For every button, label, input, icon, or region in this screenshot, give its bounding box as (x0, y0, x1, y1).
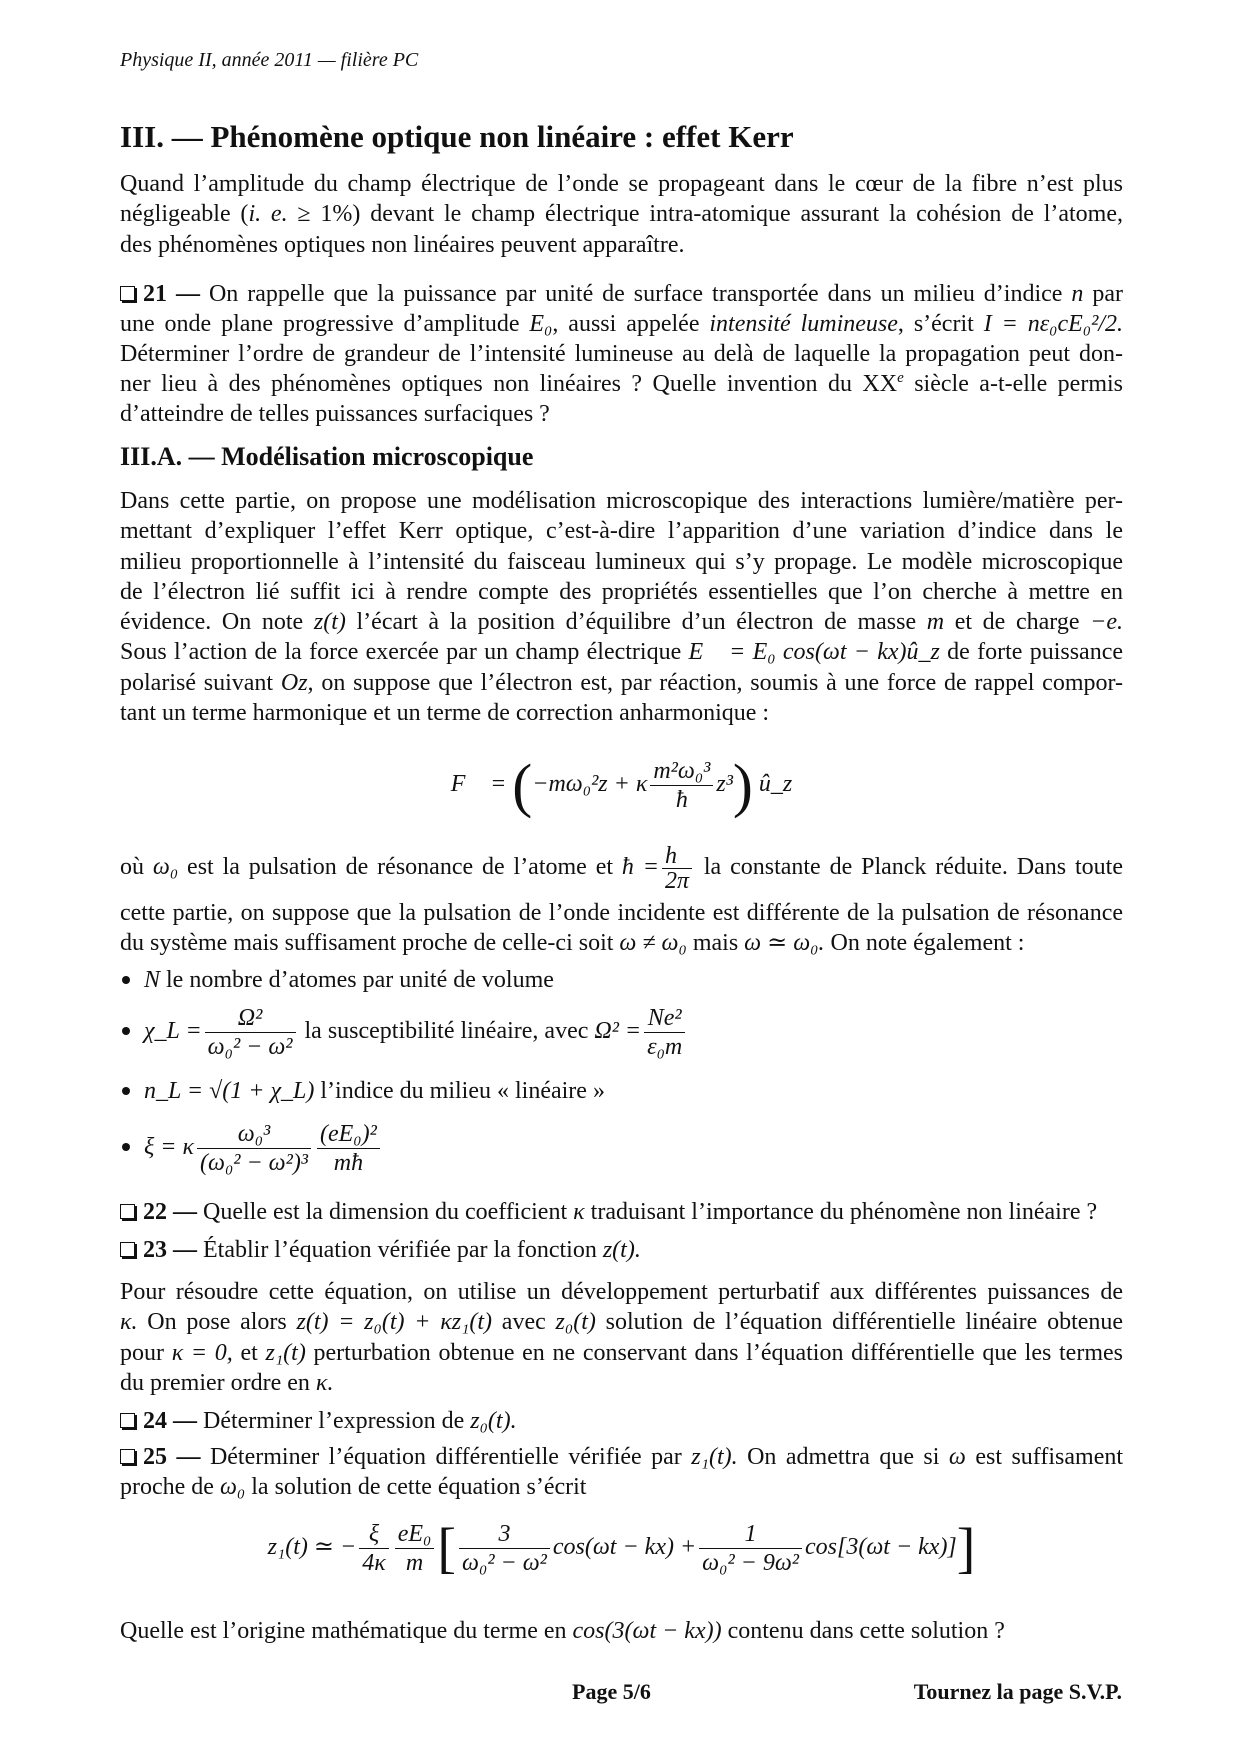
text: l’écart à la position d’équilibre d’un électron de masse (356, 609, 917, 635)
bullet-icon (122, 976, 130, 984)
math: û_z (758, 771, 793, 797)
text: i. e. (248, 201, 288, 227)
bullet-icon (122, 1027, 130, 1035)
denominator: ω₀² − 9ω² (702, 1549, 799, 1576)
text: Établir l’équation vérifiée par la fonction (203, 1237, 597, 1263)
math: cos(3(ωt − kx)) (572, 1618, 722, 1644)
text: la solution de cette équation s’écrit (251, 1474, 587, 1500)
text: on suppose que l’électron est, par réaction, soumis à une force de rappel compor- (321, 670, 1123, 696)
text-line: Dans cette partie, on propose une modélisation microscopique des interactions lumière/matière per- (120, 488, 1123, 514)
question-23 (120, 1235, 1123, 1265)
text: On rappelle que la puissance par unité de surface transportée dans un milieu d’indice (208, 281, 1063, 307)
turn-page-note: Tournez la page S.V.P. (913, 1679, 1122, 1704)
section-title: III. — Phénomène optique non linéaire : effet Kerr (120, 119, 794, 154)
denominator: ε₀m (647, 1033, 683, 1060)
checkbox-icon (120, 1449, 135, 1464)
text: le nombre d’atomes par unité de volume (166, 967, 554, 993)
numerator: m²ω₀³ (650, 757, 713, 786)
math: z₀(t). (470, 1408, 517, 1434)
force-equation (120, 744, 1123, 824)
denominator: ω₀² − ω² (462, 1549, 547, 1576)
text: mais (692, 930, 739, 956)
question-24 (120, 1406, 1123, 1436)
fraction (459, 1520, 550, 1577)
math: F⃗ = (450, 771, 507, 797)
text-line (120, 668, 1123, 698)
math: ω (948, 1444, 966, 1470)
bracket-right: ] (956, 1517, 976, 1580)
math: E⃗ = E₀ cos(ωt − kx)û_z (688, 639, 940, 665)
math: E₀ (529, 311, 553, 337)
text-line: tant un terme harmonique et un terme de correction anharmonique : (120, 700, 770, 726)
bracket-left: [ (437, 1517, 457, 1580)
numerator: h (662, 844, 692, 869)
text: perturbation obtenue en ne conservant dans l’équation différentielle que les termes (313, 1340, 1123, 1366)
text-line: cette partie, on suppose que la pulsation de l’onde incidente est différente de la pulsation de résonance (120, 900, 1123, 926)
checkbox-icon (120, 1413, 135, 1428)
text: est la pulsation de résonance de l’atome et (187, 854, 614, 880)
superscript: e (897, 370, 904, 386)
question-22 (120, 1197, 1123, 1227)
text: Déterminer l’équation différentielle vérifiée par (209, 1444, 682, 1470)
text-line: mettant d’expliquer l’effet Kerr optique, c’est-à-dire l’apparition d’une variation d’indice dans le (120, 518, 1123, 544)
math: ħ = (621, 854, 659, 880)
text: de forte puissance (947, 639, 1123, 665)
text: , aussi appelée (552, 311, 700, 337)
math: Oz, (280, 670, 314, 696)
text-line: de l’électron lié suffit ici à rendre compte des propriétés essentielles que l’on cherche à mettre en (120, 579, 1123, 605)
math: z₁(t). (691, 1444, 738, 1470)
paren-left: ( (512, 752, 533, 819)
math: ω₀ (219, 1474, 246, 1500)
page-number: Page 5/6 (572, 1679, 651, 1704)
denominator: mħ (333, 1149, 364, 1176)
question-number: 25 — (143, 1444, 201, 1470)
text: polarisé suivant (120, 670, 274, 696)
text: , s’écrit (897, 311, 974, 337)
list-item (120, 1001, 1123, 1061)
running-header: Physique II, année 2011 — filière PC (120, 49, 419, 71)
subsection-title: III.A. — Modélisation microscopique (120, 442, 534, 471)
fraction (359, 1520, 389, 1577)
denominator: ω₀² − ω² (207, 1033, 293, 1060)
text: évidence. On note (120, 609, 304, 635)
text: On pose alors (147, 1309, 287, 1335)
text: traduisant l’importance du phénomène non linéaire ? (590, 1199, 1098, 1225)
math: cos(ωt − kx) + (552, 1534, 697, 1560)
math: ω₀ (152, 854, 179, 880)
math: ω ≃ ω₀. (744, 930, 825, 956)
closing-question (120, 1616, 1123, 1646)
numerator: ξ (359, 1520, 389, 1549)
math: −e. (1090, 609, 1123, 635)
text-line: des phénomènes optiques non linéaires peuvent apparaître. (120, 232, 685, 258)
denominator: m (405, 1549, 424, 1576)
question-number: 23 — (143, 1237, 197, 1263)
checkbox-icon (120, 286, 135, 301)
text: Sous l’action de la force exercée par un champ électrique (120, 639, 682, 665)
text: la constante de Planck réduite. Dans toute (703, 854, 1123, 880)
text: et de charge (954, 609, 1080, 635)
math: z(t). (602, 1237, 641, 1263)
math: z₁(t) (265, 1340, 306, 1366)
checkbox-icon (120, 1204, 135, 1219)
math: κ (573, 1199, 585, 1225)
math: n_L = √(1 + χ_L) (144, 1078, 315, 1104)
text-line (120, 607, 1123, 637)
text: Quelle est l’origine mathématique du terme en (120, 1618, 567, 1644)
paren-right: ) (732, 752, 753, 819)
text: On admettra que si (747, 1444, 940, 1470)
text-line (120, 928, 1123, 958)
text: proche de (120, 1474, 214, 1500)
checkbox-icon (120, 1242, 135, 1257)
fraction (197, 1120, 311, 1177)
text-line: Quand l’amplitude du champ électrique de l’onde se propageant dans le cœur de la fibre n’est plus (120, 171, 1123, 197)
math: z₀(t) (555, 1309, 596, 1335)
text: Déterminer l’expression de (203, 1408, 465, 1434)
math: z³ (716, 771, 733, 797)
denominator: ħ (675, 786, 688, 813)
text: solution de l’équation différentielle linéaire obtenue (605, 1309, 1124, 1335)
text: ≥ 1%) devant le champ électrique intra-atomique assurant la cohésion de l’atome, (287, 201, 1124, 227)
text-line (120, 309, 1123, 339)
text-line (120, 840, 1123, 894)
text-line (120, 1307, 1123, 1337)
bullet-icon (122, 1087, 130, 1095)
text: siècle a-t-elle permis (903, 371, 1124, 397)
math: κ. (120, 1309, 138, 1335)
list-item (120, 1117, 1123, 1177)
question-number: 22 — (143, 1199, 197, 1225)
math: z₁(t) ≃ − (267, 1534, 357, 1560)
text: du système mais suffisament proche de celle-ci soit (120, 930, 614, 956)
math: n (1071, 281, 1084, 307)
text-line (120, 637, 1123, 667)
text: avec (501, 1309, 546, 1335)
text: par (1092, 281, 1124, 307)
bullet-icon (122, 1143, 130, 1151)
text: est suffisament (975, 1444, 1124, 1470)
text-line: milieu proportionnelle à l’intensité du faisceau lumineux qui s’y propage. Le modèle microscopique (120, 549, 1123, 575)
text-line (120, 199, 1123, 229)
list-item (120, 965, 1123, 995)
text-line (120, 1368, 1123, 1398)
math: κ = 0, (171, 1340, 233, 1366)
text-line: Déterminer l’ordre de grandeur de l’intensité lumineuse au delà de laquelle la propagation peut don- (120, 341, 1123, 367)
text: contenu dans cette solution ? (727, 1618, 1005, 1644)
fraction (699, 1520, 802, 1577)
math: −mω₀²z + κ (532, 771, 648, 797)
question-number: 21 — (143, 281, 200, 307)
text: négligeable ( (120, 201, 249, 227)
text-line: Pour résoudre cette équation, on utilise un développement perturbatif aux différentes puissances de (120, 1279, 1123, 1305)
fraction (205, 1004, 296, 1061)
math: z(t) = z₀(t) + κz₁(t) (296, 1309, 493, 1335)
text: pour (120, 1340, 164, 1366)
denominator: 4κ (362, 1549, 386, 1576)
text: l’indice du milieu « linéaire » (320, 1078, 605, 1104)
numerator: eE₀ (395, 1520, 435, 1549)
text: la susceptibilité linéaire, avec (304, 1018, 589, 1044)
denominator: (ω₀² − ω²)³ (200, 1149, 308, 1176)
text-line (120, 279, 1123, 309)
z1-equation (120, 1512, 1123, 1582)
math: Ω² = (594, 1018, 642, 1044)
numerator: Ω² (205, 1004, 296, 1033)
text: où (120, 854, 144, 880)
numerator: Ne² (644, 1004, 685, 1033)
math: cos[3(ωt − kx)] (805, 1534, 957, 1560)
math: N (144, 967, 161, 993)
text: Quelle est la dimension du coefficient (203, 1199, 568, 1225)
numerator: 1 (699, 1520, 802, 1549)
math: κ. (315, 1370, 334, 1396)
text: et (240, 1340, 258, 1366)
numerator: 3 (459, 1520, 550, 1549)
math: m (926, 609, 945, 635)
text: du premier ordre en (120, 1370, 310, 1396)
math: z(t) (313, 609, 346, 635)
fraction (395, 1520, 435, 1577)
math: ω ≠ ω₀ (619, 930, 687, 956)
question-number: 24 — (143, 1408, 197, 1434)
text: On note également : (830, 930, 1025, 956)
fraction (662, 844, 692, 893)
math: ξ = κ (144, 1134, 194, 1160)
math: I = nε₀cE₀²/2. (983, 311, 1124, 337)
denominator: 2π (664, 867, 689, 894)
text-line: d’atteindre de telles puissances surfaciques ? (120, 401, 550, 427)
numerator: (eE₀)² (317, 1120, 380, 1149)
text-line (120, 1442, 1123, 1472)
text: intensité lumineuse (709, 311, 898, 337)
fraction (650, 757, 713, 814)
numerator: ω₀³ (197, 1120, 311, 1149)
fraction (644, 1004, 685, 1061)
text-line (120, 1472, 1123, 1502)
fraction (317, 1120, 380, 1177)
text: une onde plane progressive d’amplitude (120, 311, 520, 337)
text-line (120, 369, 1123, 399)
math: χ_L = (144, 1018, 202, 1044)
text-line (120, 1338, 1123, 1368)
text: ner lieu à des phénomènes optiques non linéaires ? Quelle invention du XX (120, 371, 898, 397)
list-item (120, 1076, 1123, 1106)
